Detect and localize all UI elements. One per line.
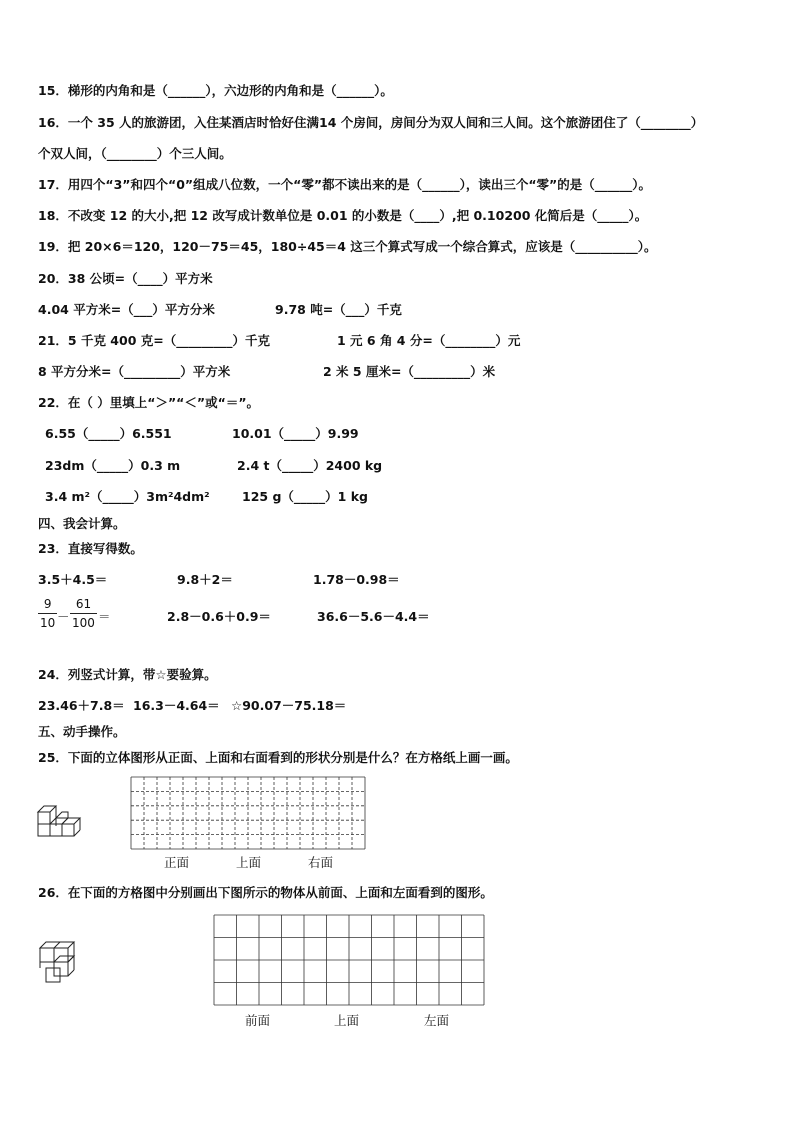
q15-text: 15．梯形的内角和是（______），六边形的内角和是（______）。: [38, 83, 393, 98]
q20-text: 20．38 公顷=（____）平方米: [38, 271, 213, 286]
q25-label-front: 正面: [164, 855, 190, 870]
q22-item-1: 6.55（_____）6.551: [45, 426, 172, 441]
q26-text: 26．在下面的方格图中分别画出下图所示的物体从前面、上面和左面看到的图形。: [38, 885, 493, 900]
q19-text: 19．把 20×6＝120，120－75＝45，180÷45＝4 这三个算式写成一个综合算式，应该是（__________）。: [38, 239, 657, 254]
q23-item-2: 9.8＋2＝: [177, 572, 233, 587]
q21-text: 21．5 千克 400 克=（_________）千克: [38, 333, 270, 348]
q23-item-5: 36.6－5.6－4.4＝: [317, 609, 430, 624]
fraction-denominator: 100: [72, 616, 95, 630]
q25-cube-figure: [36, 800, 96, 850]
q16-text-line1: 16．一个 35 人的旅游团，入住某酒店时恰好住满14 个房间，房间分为双人间和三人间。这个旅游团住了（________）: [38, 115, 704, 130]
fraction-9-10: [38, 597, 57, 630]
fraction-bar: [70, 613, 97, 614]
q22-item-4: 2.4 t（_____）2400 kg: [237, 458, 383, 473]
q24-item-2: 16.3－4.64＝: [133, 698, 220, 713]
q26-solid-grid: [214, 915, 484, 1005]
q20-sub-b: 9.78 吨=（___）千克: [275, 302, 402, 317]
q23-text: 23．直接写得数。: [38, 541, 143, 556]
minus-sign: －: [57, 609, 70, 624]
q22-item-6: 125 g（_____）1 kg: [242, 489, 368, 504]
q24-item-1: 23.46＋7.8＝: [38, 698, 125, 713]
q21-sub-c: 8 平方分米=（_________）平方米: [38, 364, 231, 379]
q24-text: 24．列竖式计算，带☆要验算。: [38, 667, 217, 682]
q26-cube-figure: [36, 938, 80, 988]
section-4-heading: 四、我会计算。: [38, 516, 126, 531]
q25-dashed-grid: [131, 777, 365, 849]
q20-sub-a: 4.04 平方米=（___）平方分米: [38, 302, 215, 317]
q16-text-line2: 个双人间，（________）个三人间。: [38, 146, 232, 161]
q23-item-4: 2.8－0.6＋0.9＝: [167, 609, 271, 624]
q26-label-top: 上面: [334, 1013, 360, 1028]
q25-text: 25．下面的立体图形从正面、上面和右面看到的形状分别是什么？在方格纸上画一画。: [38, 750, 518, 765]
q25-label-top: 上面: [236, 855, 262, 870]
q22-text: 22．在（ ）里填上“＞”“＜”或“＝”。: [38, 395, 260, 410]
q26-label-left: 左面: [424, 1013, 450, 1028]
fraction-numerator: 61: [75, 597, 92, 611]
q21-sub-d: 2 米 5 厘米=（_________）米: [323, 364, 496, 379]
q24-item-3: ☆90.07－75.18＝: [231, 698, 347, 713]
equals-sign: ＝: [98, 609, 111, 624]
fraction-bar: [38, 613, 57, 614]
fraction-numerator: 9: [43, 597, 52, 611]
q23-item-1: 3.5＋4.5＝: [38, 572, 108, 587]
q22-item-5: 3.4 m²（_____）3m²4dm²: [45, 489, 210, 504]
fraction-61-100: [70, 597, 97, 630]
q26-label-front: 前面: [245, 1013, 271, 1028]
q18-text: 18．不改变 12 的大小,把 12 改写成计数单位是 0.01 的小数是（____）,把 0.10200 化简后是（_____）。: [38, 208, 648, 223]
q23-item-3: 1.78－0.98＝: [313, 572, 400, 587]
fraction-denominator: 10: [40, 616, 56, 630]
q25-label-right: 右面: [308, 855, 334, 870]
q21-sub-b: 1 元 6 角 4 分=（________）元: [337, 333, 521, 348]
q22-item-3: 23dm（_____）0.3 m: [45, 458, 181, 473]
section-5-heading: 五、动手操作。: [38, 724, 126, 739]
q17-text: 17．用四个“3”和四个“0”组成八位数，一个“零”都不读出来的是（______），读出三个“零”的是（______）。: [38, 177, 652, 192]
q22-item-2: 10.01（_____）9.99: [232, 426, 359, 441]
